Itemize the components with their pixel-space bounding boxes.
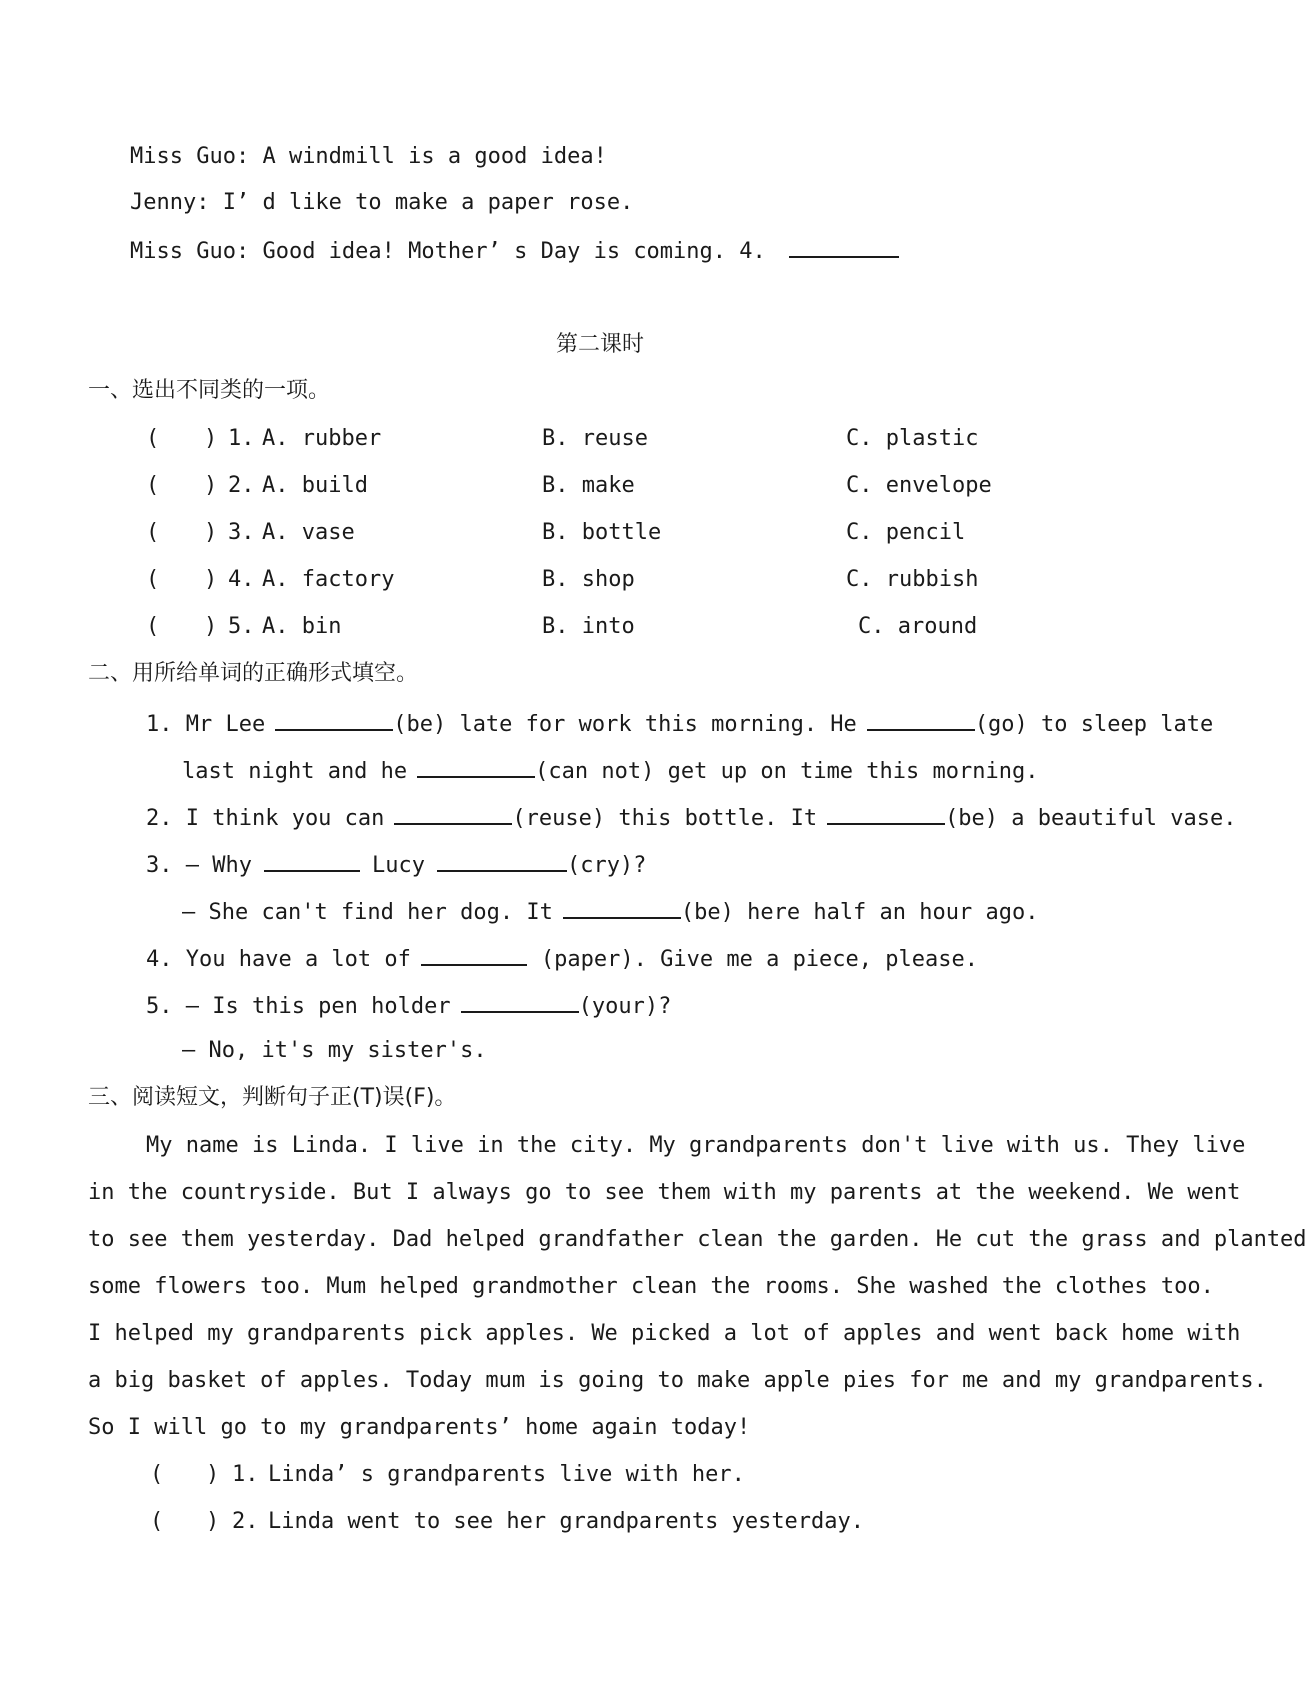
section2-q4 [146,942,978,975]
answer-paren-open[interactable]: ( [146,473,160,498]
option-c: C. pencil [846,520,966,545]
q5-text: 5. — Is this pen holder [146,994,451,1019]
section1-heading: 一、选出不同类的一项。 [88,378,331,403]
answer-blank[interactable] [867,707,975,731]
answer-paren-open[interactable]: ( [150,1509,164,1534]
answer-paren-open[interactable]: ( [146,520,160,545]
dialogue-speaker: Miss Guo: [130,239,263,264]
answer-paren-close: ) [204,520,218,545]
section2-q3-line2 [182,895,1039,928]
passage-line-4: some flowers too. Mum helped grandmother clean the rooms. She washed the clothes too. [88,1274,1214,1299]
dialogue-speaker: Miss Guo: [130,144,263,169]
q3-text: — She can't find her dog. It [182,900,553,925]
q5-text: (your)? [578,994,672,1019]
q1-text: (be) late for work this morning. He [393,712,857,737]
answer-paren-close: ) [206,1509,220,1534]
section3-heading: 三、阅读短文，判断句子正(T)误(F)。 [88,1085,457,1110]
q2-text: (reuse) this bottle. It [512,806,818,831]
q4-text: (paper). Give me a piece, please. [540,947,978,972]
answer-paren-close: ) [204,567,218,592]
question-text: Linda went to see her grandparents yesterday. [268,1509,865,1534]
dialogue-text: A windmill is a good idea! [262,144,607,169]
answer-blank[interactable] [421,942,527,966]
section2-q2 [146,801,1236,834]
option-b: B. make [542,473,635,498]
option-a: A. vase [262,520,355,545]
section2-q5-line1 [146,989,671,1022]
passage-line-7: So I will go to my grandparents’ home again today! [88,1415,751,1440]
answer-blank[interactable] [461,989,579,1013]
answer-paren-close: ) [204,426,218,451]
q3-text: Lucy [371,853,425,878]
option-c: C. envelope [846,473,992,498]
item-number: 5. [228,614,255,639]
passage-line-3: to see them yesterday. Dad helped grandfather clean the garden. He cut the grass and planted [88,1227,1307,1252]
option-c: C. plastic [846,426,979,451]
answer-paren-close: ) [204,473,218,498]
dialogue-line-1 [130,142,607,172]
passage-line-1: My name is Linda. I live in the city. My grandparents don't live with us. They live [146,1133,1246,1158]
passage-line-6: a big basket of apples. Today mum is going to make apple pies for me and my grandparents. [88,1368,1267,1393]
answer-blank[interactable] [417,754,535,778]
section2-q1-line2 [182,754,1039,787]
answer-blank[interactable] [264,848,360,872]
answer-blank[interactable] [275,707,393,731]
dialogue-speaker: Jenny: [130,190,223,215]
dialogue-line-2 [130,188,633,218]
item-number: 3. [228,520,255,545]
lesson-title: 第二课时 [555,332,644,357]
section2-q3-line1 [146,848,646,881]
answer-paren-open[interactable]: ( [146,567,160,592]
q1-text: last night and he [182,759,408,784]
option-b: B. bottle [542,520,662,545]
q2-text: 2. I think you can [146,806,385,831]
option-a: A. factory [262,567,395,592]
q3-text: 3. — Why [146,853,252,878]
answer-blank[interactable] [789,234,899,258]
section2-q1-line1 [146,707,1213,740]
item-number: 1. [228,426,255,451]
q2-text: (be) a beautiful vase. [945,806,1237,831]
answer-blank[interactable] [563,895,681,919]
answer-paren-close: ) [204,614,218,639]
answer-blank[interactable] [437,848,567,872]
answer-paren-open[interactable]: ( [150,1462,164,1487]
question-number: 1. [232,1462,259,1487]
answer-blank[interactable] [827,801,945,825]
item-number: 2. [228,473,255,498]
option-b: B. shop [542,567,635,592]
q3-text: (cry)? [566,853,647,878]
option-c: C. rubbish [846,567,979,592]
question-number: 2. [232,1509,259,1534]
dialogue-line-3 [130,234,899,267]
q1-text: 1. Mr Lee [146,712,266,737]
q4-text: 4. You have a lot of [146,947,411,972]
option-c: C. around [858,614,978,639]
section2-q5-line2: — No, it's my sister's. [182,1038,487,1063]
option-b: B. reuse [542,426,648,451]
section2-heading: 二、用所给单词的正确形式填空。 [88,661,419,686]
dialogue-text: Good idea! Mother’ s Day is coming. 4. [262,239,766,264]
q1-text: (can not) get up on time this morning. [535,759,1039,784]
dialogue-text: I’ d like to make a paper rose. [222,190,634,215]
q1-text: (go) to sleep late [974,712,1214,737]
option-a: A. rubber [262,426,382,451]
question-text: Linda’ s grandparents live with her. [268,1462,745,1487]
passage-line-2: in the countryside. But I always go to see them with my parents at the weekend. We went [88,1180,1241,1205]
answer-paren-open[interactable]: ( [146,614,160,639]
q3-text: (be) here half an hour ago. [680,900,1039,925]
answer-paren-close: ) [206,1462,220,1487]
passage-line-5: I helped my grandparents pick apples. We picked a lot of apples and went back home with [88,1321,1241,1346]
option-a: A. build [262,473,368,498]
answer-blank[interactable] [394,801,512,825]
option-b: B. into [542,614,635,639]
option-a: A. bin [262,614,342,639]
item-number: 4. [228,567,255,592]
answer-paren-open[interactable]: ( [146,426,160,451]
